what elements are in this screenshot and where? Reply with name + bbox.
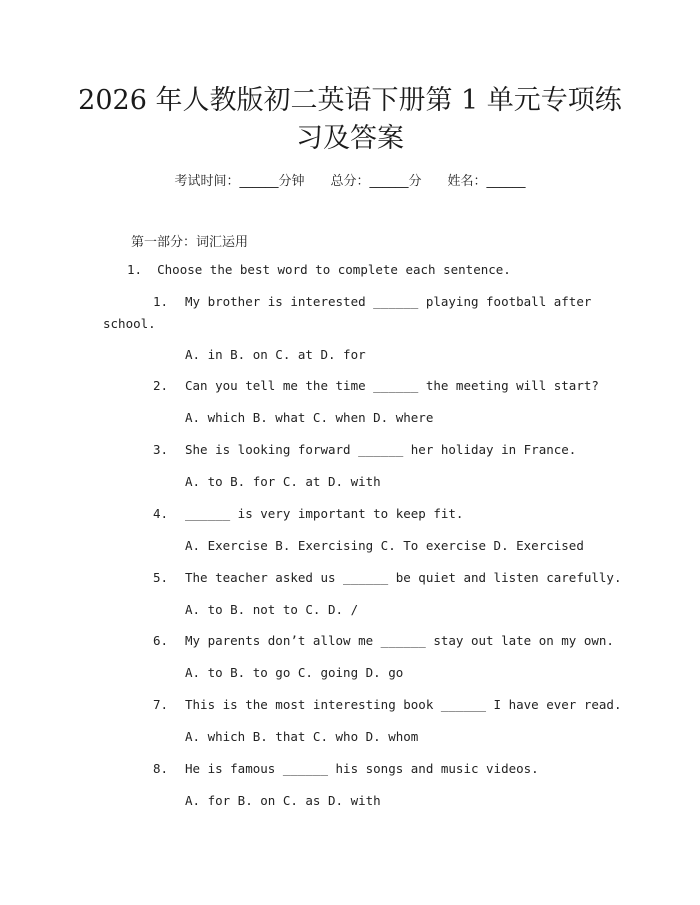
question-options: A. to B. for C. at D. with bbox=[185, 474, 381, 489]
question-text: The teacher asked us ______ be quiet and listen carefully. bbox=[185, 570, 622, 585]
question-options: A. which B. what C. when D. where bbox=[185, 410, 434, 425]
question-options: A. to B. not to C. D. / bbox=[185, 602, 359, 617]
page-title bbox=[60, 82, 640, 158]
instruction-number: 1. bbox=[127, 262, 143, 277]
question-text: She is looking forward ______ her holiday in France. bbox=[185, 442, 577, 457]
instruction-line bbox=[127, 262, 511, 277]
question-number: 7. bbox=[152, 697, 168, 712]
question-number: 4. bbox=[152, 506, 168, 521]
question-number: 2. bbox=[152, 378, 168, 393]
question-number: 5. bbox=[152, 570, 168, 585]
exam-meta bbox=[0, 170, 700, 189]
question-number: 6. bbox=[152, 633, 168, 648]
question-number: 3. bbox=[152, 442, 168, 457]
name-label: 姓名：______ bbox=[447, 174, 526, 189]
question-text: My brother is interested ______ playing football after bbox=[185, 294, 592, 309]
title-line-1: 2026 年人教版初二英语下册第 1 单元专项练 bbox=[78, 85, 622, 116]
question-text: He is famous ______ his songs and music videos. bbox=[185, 761, 539, 776]
total-score-label: 总分：______分 bbox=[330, 174, 422, 189]
question-number: 8. bbox=[152, 761, 168, 776]
question-options: A. which B. that C. who D. whom bbox=[185, 729, 419, 744]
instruction-text: Choose the best word to complete each sentence. bbox=[157, 262, 511, 277]
question-text: This is the most interesting book ______ I have ever read. bbox=[185, 697, 622, 712]
exam-time-label: 考试时间：______分钟 bbox=[174, 174, 305, 189]
question-stem-continued: school. bbox=[103, 316, 156, 331]
question-text: ______ is very important to keep fit. bbox=[185, 506, 464, 521]
question-options: A. in B. on C. at D. for bbox=[185, 347, 366, 362]
title-line-2: 习及答案 bbox=[296, 123, 404, 154]
question-options: A. for B. on C. as D. with bbox=[185, 793, 381, 808]
question-options: A. Exercise B. Exercising C. To exercise D. Exercised bbox=[185, 538, 584, 553]
question-number: 1. bbox=[152, 294, 168, 309]
section-title: 第一部分：词汇运用 bbox=[131, 235, 249, 250]
question-options: A. to B. to go C. going D. go bbox=[185, 665, 404, 680]
question-text: My parents don’t allow me ______ stay out late on my own. bbox=[185, 633, 614, 648]
question-text: Can you tell me the time ______ the meeting will start? bbox=[185, 378, 599, 393]
